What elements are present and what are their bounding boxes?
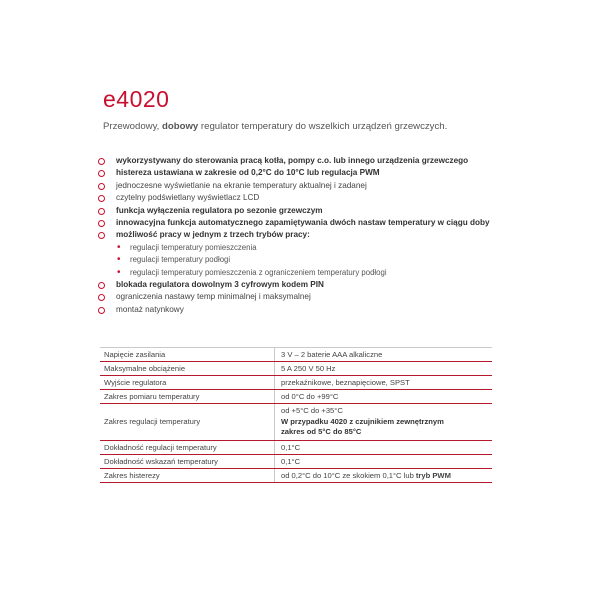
spec-label: Napięcie zasilania	[100, 348, 275, 362]
spec-label: Maksymalne obciążenie	[100, 362, 275, 376]
mode-item	[96, 242, 496, 254]
table-row	[100, 376, 492, 390]
spec-label: Dokładność wskazań temperatury	[100, 454, 275, 468]
dot-bullet-icon: •	[117, 241, 121, 253]
spec-value: 0,1°C	[275, 454, 493, 468]
feature-item	[96, 192, 496, 204]
mode-text: regulacji temperatury podłogi	[130, 255, 231, 265]
product-title: e4020	[103, 86, 170, 112]
mode-text: regulacji temperatury pomieszczenia	[130, 242, 257, 252]
circle-bullet-icon	[98, 158, 105, 165]
feature-text: czytelny podświetlany wyświetlacz LCD	[116, 193, 260, 203]
circle-bullet-icon	[98, 232, 105, 239]
dot-bullet-icon: •	[117, 266, 121, 278]
spec-label: Wyjście regulatora	[100, 376, 275, 390]
feature-text: innowacyjna funkcja automatycznego zapamiętywania dwóch nastaw temperatury w ciągu doby	[116, 218, 490, 228]
table-row	[100, 404, 492, 441]
table-row	[100, 468, 492, 482]
circle-bullet-icon	[98, 294, 105, 301]
mode-item	[96, 254, 496, 266]
table-row	[100, 440, 492, 454]
spec-label: Zakres regulacji temperatury	[100, 404, 275, 441]
spec-value-bold: tryb PWM	[415, 470, 451, 480]
feature-item	[96, 217, 496, 229]
circle-bullet-icon	[98, 170, 105, 177]
feature-text: histereza ustawiana w zakresie od 0,2°C do 10°C lub regulacja PWM	[116, 168, 380, 178]
spec-value-line: W przypadku 4020 z czujnikiem zewnętrznym	[281, 416, 444, 426]
table-row	[100, 454, 492, 468]
spec-value: 5 A 250 V 50 Hz	[275, 362, 493, 376]
circle-bullet-icon	[98, 282, 105, 289]
mode-item	[96, 267, 496, 279]
product-subtitle	[103, 121, 447, 132]
subtitle-bold: dobowy	[162, 121, 199, 132]
feature-item	[96, 180, 496, 192]
spec-value-line: od +5°C do +35°C	[281, 406, 343, 415]
spec-value: 3 V – 2 baterie AAA alkaliczne	[275, 348, 493, 362]
spec-label: Dokładność regulacji temperatury	[100, 440, 275, 454]
feature-list	[96, 155, 496, 316]
dot-bullet-icon: •	[117, 254, 121, 266]
table-row	[100, 390, 492, 404]
spec-value: od 0°C do +99°C	[275, 390, 493, 404]
spec-label: Zakres pomiaru temperatury	[100, 390, 275, 404]
circle-bullet-icon	[98, 208, 105, 215]
subtitle-part1: Przewodowy,	[103, 121, 163, 132]
circle-bullet-icon	[98, 183, 105, 190]
circle-bullet-icon	[98, 307, 105, 314]
spec-label: Zakres histerezy	[100, 468, 275, 482]
mode-text: regulacji temperatury pomieszczenia z ograniczeniem temperatury podłogi	[130, 267, 387, 277]
circle-bullet-icon	[98, 195, 105, 202]
feature-text: wykorzystywany do sterowania pracą kotła, pompy c.o. lub innego urządzenia grzewczego	[116, 156, 469, 165]
spec-value: 0,1°C	[275, 440, 493, 454]
spec-table	[100, 347, 492, 483]
feature-item	[96, 304, 496, 316]
feature-text: jednoczesne wyświetlanie na ekranie temperatury aktualnej i zadanej	[116, 180, 367, 190]
feature-item	[96, 279, 496, 291]
circle-bullet-icon	[98, 220, 105, 227]
feature-item	[96, 291, 496, 303]
feature-text: blokada regulatora dowolnym 3 cyfrowym kodem PIN	[116, 280, 324, 290]
spec-value: przekaźnikowe, beznapięciowe, SPST	[275, 376, 493, 390]
spec-value-line: zakres od 5°C do 85°C	[281, 427, 362, 436]
feature-text: funkcja wyłączenia regulatora po sezonie grzewczym	[116, 205, 323, 215]
feature-item	[96, 155, 496, 167]
spec-value	[275, 468, 493, 482]
spec-value-text: od 0,2°C do 10°C ze skokiem 0,1°C lub	[281, 470, 416, 480]
spec-value	[275, 404, 493, 441]
feature-item	[96, 167, 496, 179]
feature-text: ograniczenia nastawy temp minimalnej i maksymalnej	[116, 292, 311, 302]
subtitle-part2: regulator temperatury do wszelkich urządzeń grzewczych.	[198, 121, 448, 132]
feature-item	[96, 229, 496, 241]
feature-text: montaż natynkowy	[116, 304, 184, 314]
feature-item	[96, 205, 496, 217]
table-row	[100, 348, 492, 362]
feature-text: możliwość pracy w jednym z trzech trybów pracy:	[116, 230, 310, 240]
table-row	[100, 362, 492, 376]
